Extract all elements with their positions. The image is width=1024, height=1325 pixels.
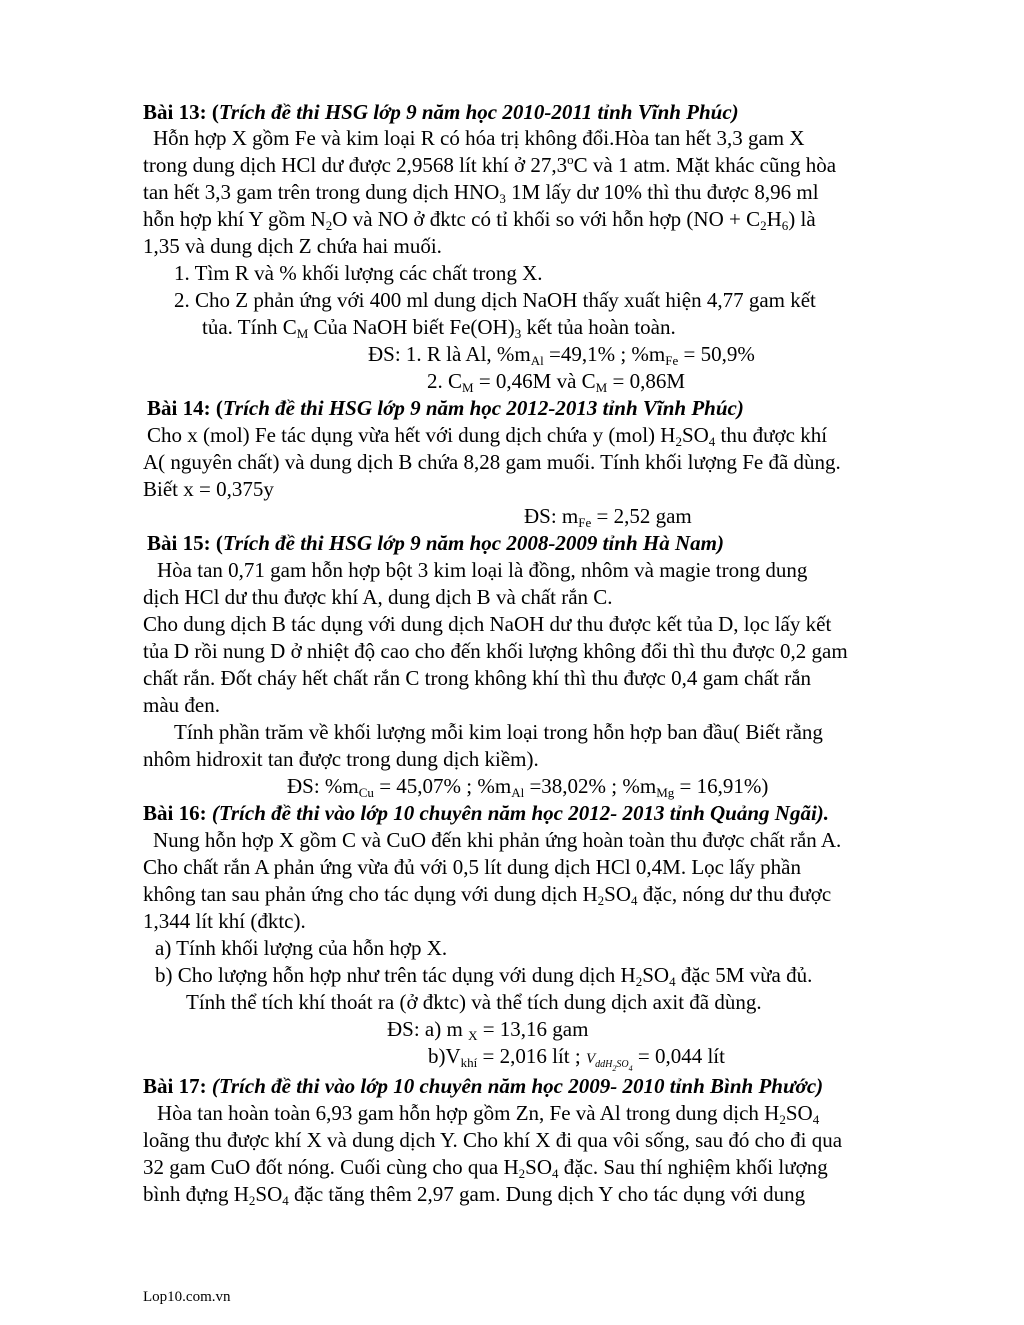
bai-16-answer-2: $b)V_{khí} = 2,016$ lít ; $V_{ddH_2SO_4} = 0,044$ lít bbox=[428, 1044, 725, 1073]
bai-15-line-2: dịch HCl dư thu được khí A, dung dịch B và chất rắn C. bbox=[143, 585, 613, 609]
bai-15-line-3: Cho dung dịch B tác dụng với dung dịch NaOH dư thu được kết tủa D, lọc lấy kết bbox=[143, 612, 832, 636]
bai-13-answer-1: ĐS: 1. R là Al, $\%m_{Al} =49,1\%$ ; $\%m_{Fe} = 50,9\%$ bbox=[368, 342, 755, 368]
bai-15-line-1: Hòa tan 0,71 gam hỗn hợp bột 3 kim loại là đồng, nhôm và magie trong dung bbox=[157, 558, 808, 582]
bai-17-line-4: bình đựng $H_2SO_4$ đặc tăng thêm 2,97 gam. Dung dịch Y cho tác dụng với dung bbox=[143, 1182, 806, 1208]
bai-16-item-b-cont: Tính thể tích khí thoát ra (ở đktc) và thể tích dung dịch axit đã dùng. bbox=[186, 990, 762, 1014]
bai-16-item-a: a) Tính khối lượng của hỗn hợp X. bbox=[155, 936, 448, 960]
bai-16-line-4: 1,344 lít khí (đktc). bbox=[143, 909, 306, 933]
bai-17-line-2: loãng thu được khí X và dung dịch Y. Cho khí X đi qua vôi sống, sau đó cho đi qua bbox=[143, 1128, 843, 1152]
bai-13-line-5: 1,35 và dung dịch Z chứa hai muối. bbox=[143, 234, 442, 258]
bai-16-line-1: Nung hỗn hợp X gồm C và CuO đến khi phản ứng hoàn toàn thu được chất rắn A. bbox=[153, 828, 842, 852]
bai-14-line-1: Cho x (mol) Fe tác dụng vừa hết với dung dịch chứa y (mol) $H_2SO_4$ thu được khí bbox=[147, 423, 828, 449]
bai-15-line-5: chất rắn. Đốt cháy hết chất rắn C trong không khí thì thu được 0,4 gam chất rắn bbox=[143, 666, 812, 690]
bai-15-line-6: màu đen. bbox=[143, 693, 220, 717]
bai-13-line-1: Hỗn hợp X gồm Fe và kim loại R có hóa trị không đổi.Hòa tan hết 3,3 gam X bbox=[153, 126, 805, 150]
bai-14-line-2: A( nguyên chất) và dung dịch B chứa 8,28 gam muối. Tính khối lượng Fe đã dùng. bbox=[143, 450, 841, 474]
bai-13-line-4: hỗn hợp khí Y gồm $N_2O$ và NO ở đktc có tỉ khối so với hỗn hợp $(NO + C_2H_6)$ là bbox=[143, 207, 816, 233]
bai-17-heading: Bài 17: (Trích đề thi vào lớp 10 chuyên năm học 2009- 2010 tỉnh Bình Phước) bbox=[143, 1074, 824, 1098]
bai-14-heading: Bài 14: (Trích đề thi HSG lớp 9 năm học 2012-2013 tỉnh Vĩnh Phúc) bbox=[147, 396, 744, 420]
bai-17-line-1: Hòa tan hoàn toàn 6,93 gam hỗn hợp gồm Zn, Fe và Al trong dung dịch $H_2SO_4$ bbox=[157, 1101, 820, 1127]
bai-16-line-3: không tan sau phản ứng cho tác dụng với dung dịch $H_2SO_4$ đặc, nóng dư thu được bbox=[143, 882, 832, 908]
bai-15-heading: Bài 15: (Trích đề thi HSG lớp 9 năm học 2008-2009 tỉnh Hà Nam) bbox=[147, 531, 724, 555]
bai-17-line-3: 32 gam CuO đốt nóng. Cuối cùng cho qua $H_2SO_4$ đặc. Sau thí nghiệm khối lượng bbox=[143, 1155, 828, 1181]
bai-15-line-8: nhôm hidroxit tan được trong dung dịch kiềm). bbox=[143, 747, 539, 771]
bai-14-answer: ĐS: $m_{Fe} = 2,52$ gam bbox=[524, 504, 692, 530]
bai-15-answer: ĐS: $\%m_{Cu} = 45,07\%$ ; $\%m_{Al} =38,02\%$ ; $\%m_{Mg} = 16,91\%$) bbox=[287, 774, 769, 800]
bai-16-heading: Bài 16: (Trích đề thi vào lớp 10 chuyên năm học 2012- 2013 tỉnh Quảng Ngãi). bbox=[143, 801, 830, 825]
bai-16-answer-1: ĐS: a) m $_X$ = 13,16 gam bbox=[387, 1017, 589, 1043]
bai-15-line-4: tủa D rồi nung D ở nhiệt độ cao cho đến khối lượng không đổi thì thu được 0,2 gam bbox=[143, 639, 848, 663]
bai-13-item-1: 1. Tìm R và % khối lượng các chất trong X. bbox=[174, 261, 543, 285]
bai-13-heading: Bài 13: (Trích đề thi HSG lớp 9 năm học 2010-2011 tỉnh Vĩnh Phúc) bbox=[143, 100, 739, 124]
bai-16-item-b: b) Cho lượng hỗn hợp như trên tác dụng với dung dịch $H_2SO_4$ đặc 5M vừa đủ. bbox=[155, 963, 813, 989]
bai-13-line-2: trong dung dịch HCl dư được 2,9568 lít khí ở 27,3$^o$C và 1 atm. Mặt khác cũng hòa bbox=[143, 152, 837, 177]
bai-13-answer-2: 2. $C_M = 0,46M$ và $C_M = 0,86M$ bbox=[427, 369, 685, 395]
bai-13-item-2-cont: tủa. Tính $C_M$ Của NaOH biết $Fe(OH)_3$ kết tủa hoàn toàn. bbox=[202, 315, 676, 341]
bai-16-line-2: Cho chất rắn A phản ứng vừa đủ với 0,5 lít dung dịch HCl 0,4M. Lọc lấy phần bbox=[143, 855, 801, 879]
page-footer: Lop10.com.vn bbox=[143, 1289, 231, 1305]
bai-15-line-7: Tính phần trăm về khối lượng mỗi kim loại trong hỗn hợp ban đầu( Biết rằng bbox=[174, 720, 823, 744]
bai-13-line-3: tan hết 3,3 gam trên trong dung dịch $HNO_3$ 1M lấy dư 10% thì thu được 8,96 ml bbox=[143, 180, 819, 206]
bai-14-line-3: Biết x = 0,375y bbox=[143, 477, 274, 501]
bai-13-item-2: 2. Cho Z phản ứng với 400 ml dung dịch NaOH thấy xuất hiện 4,77 gam kết bbox=[174, 288, 816, 312]
